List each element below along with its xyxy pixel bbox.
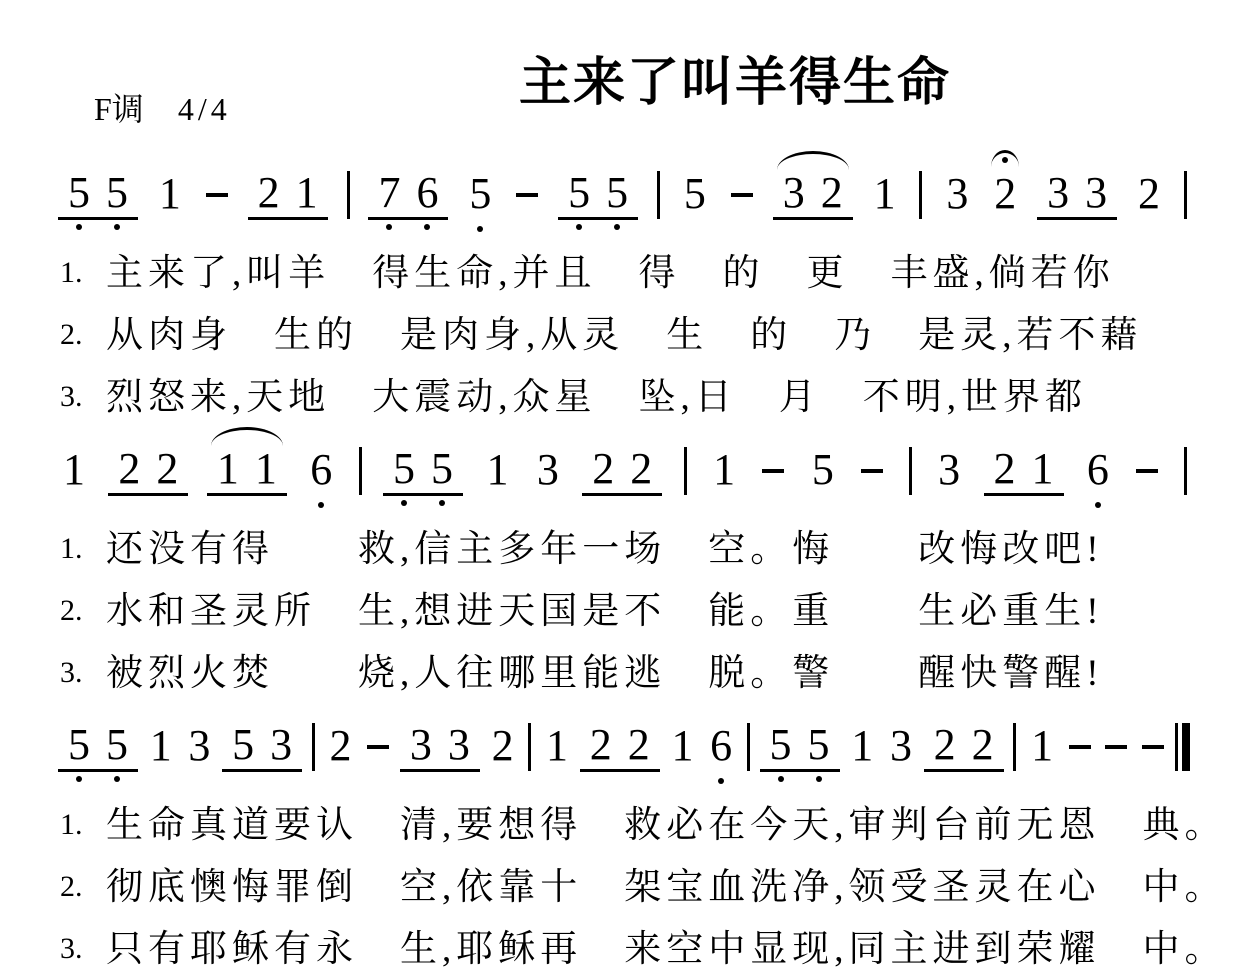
slur-icon bbox=[211, 427, 283, 446]
note bbox=[481, 444, 513, 495]
low-octave-dot-icon bbox=[114, 776, 120, 782]
verse-text: 水和圣灵所 生,想进天国是不 能。重 生必重生! bbox=[106, 590, 1104, 632]
note bbox=[440, 719, 478, 769]
barline bbox=[528, 723, 531, 771]
lyric-line bbox=[0, 242, 1238, 304]
beam-group bbox=[248, 167, 328, 220]
note bbox=[98, 719, 136, 769]
note-digit: 6 bbox=[710, 720, 733, 770]
beam-group bbox=[582, 443, 662, 496]
note bbox=[885, 720, 917, 771]
verse-number: 1. bbox=[60, 532, 83, 565]
time-signature: 4/4 bbox=[177, 91, 231, 127]
note-digit: 3 bbox=[946, 168, 969, 218]
notation-line bbox=[58, 428, 1190, 514]
note bbox=[60, 167, 98, 217]
note bbox=[584, 443, 622, 493]
note-digit: 2 bbox=[592, 443, 615, 493]
note-digit: 1 bbox=[63, 444, 85, 494]
note-digit: 3 bbox=[447, 719, 470, 769]
lyric-line bbox=[0, 518, 1238, 580]
barline bbox=[747, 723, 750, 771]
note bbox=[941, 168, 973, 219]
note-digit: 3 bbox=[1085, 167, 1108, 217]
low-octave-dot-icon bbox=[318, 502, 324, 508]
beam-group bbox=[222, 719, 302, 772]
note bbox=[1133, 168, 1165, 219]
note-digit: 5 bbox=[106, 719, 128, 769]
note bbox=[620, 719, 658, 769]
note bbox=[408, 167, 446, 217]
note bbox=[989, 168, 1021, 219]
note-digit: 3 bbox=[782, 167, 805, 217]
note-digit: 1 bbox=[713, 444, 736, 494]
note bbox=[775, 167, 813, 217]
note-digit: 2 bbox=[993, 443, 1016, 493]
note bbox=[926, 719, 964, 769]
note bbox=[262, 719, 300, 769]
note bbox=[1024, 443, 1062, 493]
note bbox=[986, 443, 1024, 493]
verse-text: 被烈火焚 烧,人往哪里能逃 脱。警 醒快警醒! bbox=[106, 652, 1104, 694]
low-octave-dot-icon bbox=[778, 776, 784, 782]
duration-dash bbox=[367, 745, 389, 749]
note-digit: 2 bbox=[329, 720, 352, 770]
beam-group bbox=[400, 719, 480, 772]
beam-group bbox=[108, 443, 188, 496]
note-digit: 3 bbox=[536, 444, 559, 494]
note bbox=[385, 443, 423, 493]
beam-group bbox=[368, 167, 448, 220]
note-digit: 3 bbox=[188, 720, 211, 770]
header bbox=[0, 0, 1238, 152]
note bbox=[487, 720, 519, 771]
note bbox=[807, 444, 839, 495]
barline bbox=[909, 447, 912, 495]
note bbox=[869, 168, 901, 219]
note bbox=[813, 167, 851, 217]
lyric-line bbox=[0, 794, 1238, 856]
duration-dash bbox=[762, 469, 784, 473]
note bbox=[154, 168, 186, 219]
note-digit: 1 bbox=[158, 168, 181, 218]
note bbox=[933, 444, 965, 495]
lyric-line bbox=[0, 304, 1238, 366]
final-barline-thick bbox=[1182, 723, 1190, 771]
note-digit: 3 bbox=[889, 720, 912, 770]
note bbox=[247, 443, 285, 493]
note-digit: 2 bbox=[589, 719, 612, 769]
note-digit: 1 bbox=[254, 443, 277, 493]
low-octave-dot-icon bbox=[816, 776, 822, 782]
note-digit: 2 bbox=[1138, 168, 1161, 218]
note bbox=[1077, 167, 1115, 217]
note bbox=[1039, 167, 1077, 217]
note-digit: 3 bbox=[1047, 167, 1070, 217]
verse-text: 只有耶稣有永 生,耶稣再 来空中显现,同主进到荣耀 中。 bbox=[106, 928, 1227, 970]
note-digit: 5 bbox=[769, 719, 792, 769]
note bbox=[58, 444, 90, 495]
note bbox=[464, 168, 496, 219]
note bbox=[964, 719, 1002, 769]
note bbox=[846, 720, 878, 771]
note bbox=[110, 443, 148, 493]
low-octave-dot-icon bbox=[386, 224, 392, 230]
barline bbox=[1184, 447, 1187, 495]
note bbox=[560, 167, 598, 217]
key-signature: F调 bbox=[94, 91, 144, 127]
note bbox=[679, 168, 711, 219]
beam-group bbox=[580, 719, 660, 772]
note bbox=[666, 720, 698, 771]
system-2 bbox=[0, 428, 1238, 704]
note-digit: 2 bbox=[933, 719, 956, 769]
note bbox=[705, 720, 737, 771]
note-digit: 1 bbox=[149, 720, 172, 770]
note-digit: 5 bbox=[606, 167, 629, 217]
note-digit: 1 bbox=[216, 443, 239, 493]
note-digit: 2 bbox=[118, 443, 141, 493]
low-octave-dot-icon bbox=[614, 224, 620, 230]
note-digit: 2 bbox=[491, 720, 514, 770]
fermata-icon bbox=[991, 150, 1019, 167]
note-digit: 5 bbox=[106, 167, 128, 217]
verse-text: 烈怒来,天地 大震动,众星 坠,日 月 不明,世界都 bbox=[106, 376, 1087, 418]
note bbox=[250, 167, 288, 217]
verse-text: 从肉身 生的 是肉身,从灵 生 的 乃 是灵,若不藉 bbox=[106, 314, 1143, 356]
low-octave-dot-icon bbox=[439, 500, 445, 506]
lyric-line bbox=[0, 856, 1238, 918]
systems bbox=[0, 152, 1238, 980]
low-octave-dot-icon bbox=[576, 224, 582, 230]
notation-line bbox=[58, 704, 1190, 790]
verse-number: 1. bbox=[60, 808, 83, 841]
note-digit: 1 bbox=[1031, 443, 1054, 493]
note-digit: 3 bbox=[270, 719, 293, 769]
song-title: 主来了叫羊得生命 bbox=[518, 54, 951, 112]
beam-group bbox=[58, 167, 138, 220]
duration-dash bbox=[861, 469, 883, 473]
note bbox=[622, 443, 660, 493]
note-digit: 1 bbox=[546, 720, 569, 770]
note bbox=[541, 720, 573, 771]
note-digit: 1 bbox=[873, 168, 896, 218]
duration-dash bbox=[1069, 745, 1091, 749]
barline bbox=[684, 447, 687, 495]
note-digit: 2 bbox=[627, 719, 650, 769]
notation-line bbox=[58, 152, 1190, 238]
low-octave-dot-icon bbox=[114, 224, 120, 230]
note-digit: 2 bbox=[994, 168, 1017, 218]
note bbox=[325, 720, 357, 771]
note bbox=[98, 167, 136, 217]
low-octave-dot-icon bbox=[424, 224, 430, 230]
verse-number: 2. bbox=[60, 870, 83, 903]
verse-number: 2. bbox=[60, 318, 83, 351]
duration-dash bbox=[1136, 469, 1158, 473]
duration-dash bbox=[206, 193, 228, 197]
note-digit: 6 bbox=[1086, 444, 1109, 494]
note-digit: 2 bbox=[971, 719, 994, 769]
verse-text: 生命真道要认 清,要想得 救必在今天,审判台前无恩 典。 bbox=[106, 804, 1227, 846]
note bbox=[762, 719, 800, 769]
final-barline bbox=[1175, 723, 1190, 771]
verse-number: 3. bbox=[60, 380, 83, 413]
verse-number: 1. bbox=[60, 256, 83, 289]
beam-group bbox=[760, 719, 840, 772]
verse-number: 3. bbox=[60, 932, 83, 965]
duration-dash bbox=[731, 193, 753, 197]
note bbox=[1026, 720, 1058, 771]
beam-group bbox=[383, 443, 463, 496]
beam-group bbox=[924, 719, 1004, 772]
note bbox=[708, 444, 740, 495]
key-time bbox=[94, 84, 231, 130]
verse-text: 彻底懊悔罪倒 空,依靠十 架宝血洗净,领受圣灵在心 中。 bbox=[106, 866, 1227, 908]
note-digit: 5 bbox=[68, 719, 90, 769]
note bbox=[183, 720, 215, 771]
note-digit: 1 bbox=[1031, 720, 1054, 770]
note-digit: 5 bbox=[68, 167, 90, 217]
note bbox=[60, 719, 98, 769]
lyric-line bbox=[0, 580, 1238, 642]
beam-group bbox=[58, 719, 138, 772]
note-digit: 1 bbox=[671, 720, 694, 770]
note-digit: 7 bbox=[378, 167, 401, 217]
note-digit: 5 bbox=[683, 168, 706, 218]
final-barline-thin bbox=[1175, 723, 1178, 771]
note bbox=[582, 719, 620, 769]
note bbox=[148, 443, 186, 493]
note-digit: 5 bbox=[393, 443, 416, 493]
low-octave-dot-icon bbox=[1095, 502, 1101, 508]
note bbox=[423, 443, 461, 493]
note-digit: 1 bbox=[295, 167, 318, 217]
barline bbox=[312, 723, 315, 771]
beam-group bbox=[1037, 167, 1117, 220]
barline bbox=[919, 171, 922, 219]
note-digit: 5 bbox=[469, 168, 492, 218]
note-digit: 5 bbox=[811, 444, 834, 494]
note-digit: 5 bbox=[431, 443, 454, 493]
duration-dash bbox=[516, 193, 538, 197]
note bbox=[145, 720, 177, 771]
barline bbox=[347, 171, 350, 219]
note-digit: 3 bbox=[409, 719, 432, 769]
slur-icon bbox=[777, 151, 849, 170]
barline bbox=[1184, 171, 1187, 219]
note bbox=[532, 444, 564, 495]
note bbox=[1082, 444, 1114, 495]
note bbox=[209, 443, 247, 493]
note bbox=[224, 719, 262, 769]
note-digit: 1 bbox=[486, 444, 509, 494]
note-digit: 5 bbox=[807, 719, 830, 769]
verse-text: 主来了,叫羊 得生命,并且 得 的 更 丰盛,倘若你 bbox=[106, 252, 1115, 294]
beam-group bbox=[984, 443, 1064, 496]
low-octave-dot-icon bbox=[718, 778, 724, 784]
note-digit: 2 bbox=[156, 443, 179, 493]
low-octave-dot-icon bbox=[76, 776, 82, 782]
note-digit: 5 bbox=[232, 719, 255, 769]
note-digit: 1 bbox=[851, 720, 874, 770]
barline bbox=[359, 447, 362, 495]
duration-dash bbox=[1105, 745, 1127, 749]
lyric-line bbox=[0, 366, 1238, 428]
note-digit: 6 bbox=[310, 444, 333, 494]
note bbox=[288, 167, 326, 217]
system-1 bbox=[0, 152, 1238, 428]
note bbox=[402, 719, 440, 769]
duration-dash bbox=[1142, 745, 1164, 749]
note-digit: 2 bbox=[820, 167, 843, 217]
low-octave-dot-icon bbox=[76, 224, 82, 230]
verse-number: 2. bbox=[60, 594, 83, 627]
low-octave-dot-icon bbox=[401, 500, 407, 506]
note-digit: 6 bbox=[416, 167, 439, 217]
barline bbox=[1013, 723, 1016, 771]
note-digit: 5 bbox=[568, 167, 591, 217]
verse-text: 还没有得 救,信主多年一场 空。悔 改悔改吧! bbox=[106, 528, 1104, 570]
beam-group bbox=[773, 167, 853, 220]
note-digit: 2 bbox=[257, 167, 280, 217]
lyric-line bbox=[0, 918, 1238, 980]
lyric-line bbox=[0, 642, 1238, 704]
barline bbox=[657, 171, 660, 219]
note bbox=[370, 167, 408, 217]
note bbox=[800, 719, 838, 769]
verse-number: 3. bbox=[60, 656, 83, 689]
low-octave-dot-icon bbox=[477, 226, 483, 232]
beam-group bbox=[558, 167, 638, 220]
note-digit: 2 bbox=[630, 443, 653, 493]
note-digit: 3 bbox=[938, 444, 961, 494]
beam-group bbox=[207, 443, 287, 496]
note bbox=[305, 444, 337, 495]
note bbox=[598, 167, 636, 217]
system-3 bbox=[0, 704, 1238, 980]
